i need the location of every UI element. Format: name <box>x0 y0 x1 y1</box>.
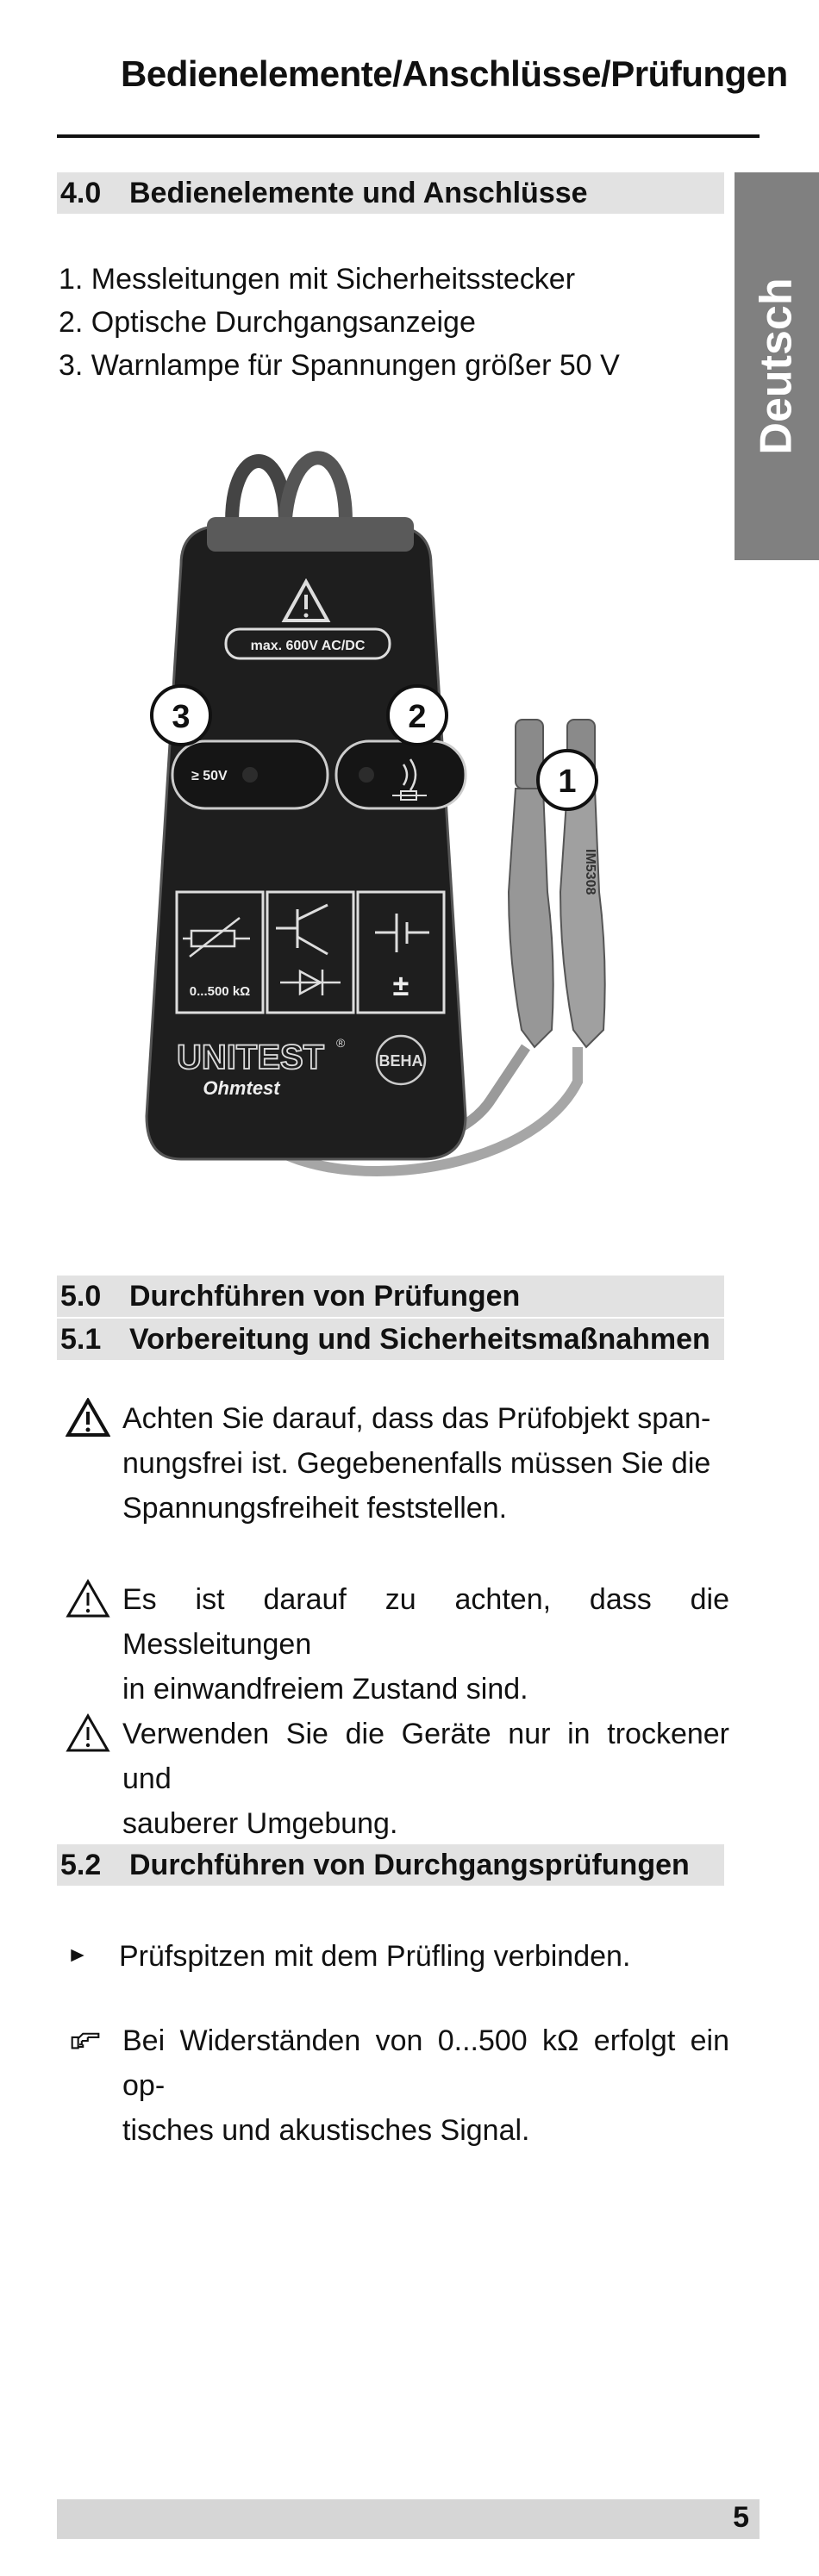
device-illustration <box>129 444 647 1219</box>
procedure-step <box>66 1934 729 1979</box>
warning-note <box>66 1577 729 1712</box>
section-heading-5-0 <box>57 1276 724 1317</box>
warning-text-line: nungsfrei ist. Gegebenenfalls müssen Sie die <box>122 1447 711 1480</box>
range-label: 0...500 kΩ <box>189 984 251 999</box>
section-title: Vorbereitung und Sicherheitsmaßnahmen <box>129 1323 710 1356</box>
footer-bar <box>57 2499 760 2539</box>
title-divider <box>57 134 760 138</box>
section-title: Durchführen von Durchgangsprüfungen <box>129 1849 690 1881</box>
probe-marking: IM5308 <box>583 849 597 895</box>
section-number: 5.0 <box>60 1280 102 1313</box>
list-item: 3. Warnlampe für Spannungen größer 50 V <box>59 349 620 382</box>
warning-note <box>66 1712 729 1846</box>
section-title: Bedienelemente und Anschlüsse <box>129 177 588 209</box>
warning-text-line: Es ist darauf zu achten, dass die Messleitungen <box>122 1583 729 1661</box>
warning-text-line: sauberer Umgebung. <box>122 1807 398 1840</box>
warning-triangle-icon <box>66 1713 110 1753</box>
page-number: 5 <box>733 2501 749 2534</box>
lamp-label: ≥ 50V <box>191 769 228 783</box>
list-item: 2. Optische Durchgangsanzeige <box>59 306 476 339</box>
device-rating-label: max. 600V AC/DC <box>250 639 366 653</box>
section-heading-5-2 <box>57 1844 724 1886</box>
language-tab <box>735 172 819 560</box>
list-item: 1. Messleitungen mit Sicherheitsstecker <box>59 263 576 296</box>
section-number: 5.1 <box>60 1323 102 1356</box>
model-name: Ohmtest <box>203 1077 280 1099</box>
callout-1 <box>538 751 597 809</box>
section-number: 5.2 <box>60 1849 102 1881</box>
section-heading-5-1 <box>57 1319 724 1360</box>
svg-text:1: 1 <box>558 764 577 800</box>
warning-text-line: Spannungsfreiheit feststellen. <box>122 1492 508 1525</box>
svg-text:2: 2 <box>408 699 427 735</box>
info-note <box>66 2018 729 2153</box>
warning-text-line: Achten Sie darauf, dass das Prüfobjekt span- <box>122 1402 711 1435</box>
warning-note <box>66 1396 729 1531</box>
page-title: Bedienelemente/Anschlüsse/Prüfungen <box>121 53 788 94</box>
callout-3 <box>152 686 210 745</box>
brand-name: UNITEST <box>177 1039 325 1076</box>
pointing-hand-icon <box>64 2025 107 2053</box>
warning-text-line: in einwandfreiem Zustand sind. <box>122 1673 528 1706</box>
warning-triangle-icon <box>66 1398 110 1438</box>
section-title: Durchführen von Prüfungen <box>129 1280 521 1313</box>
language-tab-label: Deutsch <box>752 278 802 455</box>
warning-triangle-icon <box>66 1579 110 1619</box>
info-text-line: Bei Widerständen von 0...500 kΩ erfolgt ein op- <box>122 2024 729 2102</box>
polarity-symbol: ± <box>392 970 410 1002</box>
triangle-bullet-icon <box>69 1944 86 1967</box>
warning-text-line: Verwenden Sie die Geräte nur in trockener und <box>122 1718 729 1795</box>
brand-registered-mark: ® <box>336 1036 346 1050</box>
section-heading-4-0 <box>57 172 724 214</box>
section-number: 4.0 <box>60 177 102 209</box>
manufacturer-logo: BEHA <box>378 1052 423 1070</box>
info-text-line: tisches und akustisches Signal. <box>122 2114 530 2147</box>
svg-text:3: 3 <box>172 699 191 735</box>
procedure-step-text: Prüfspitzen mit dem Prüfling verbinden. <box>119 1940 631 1973</box>
callout-2 <box>388 686 447 745</box>
